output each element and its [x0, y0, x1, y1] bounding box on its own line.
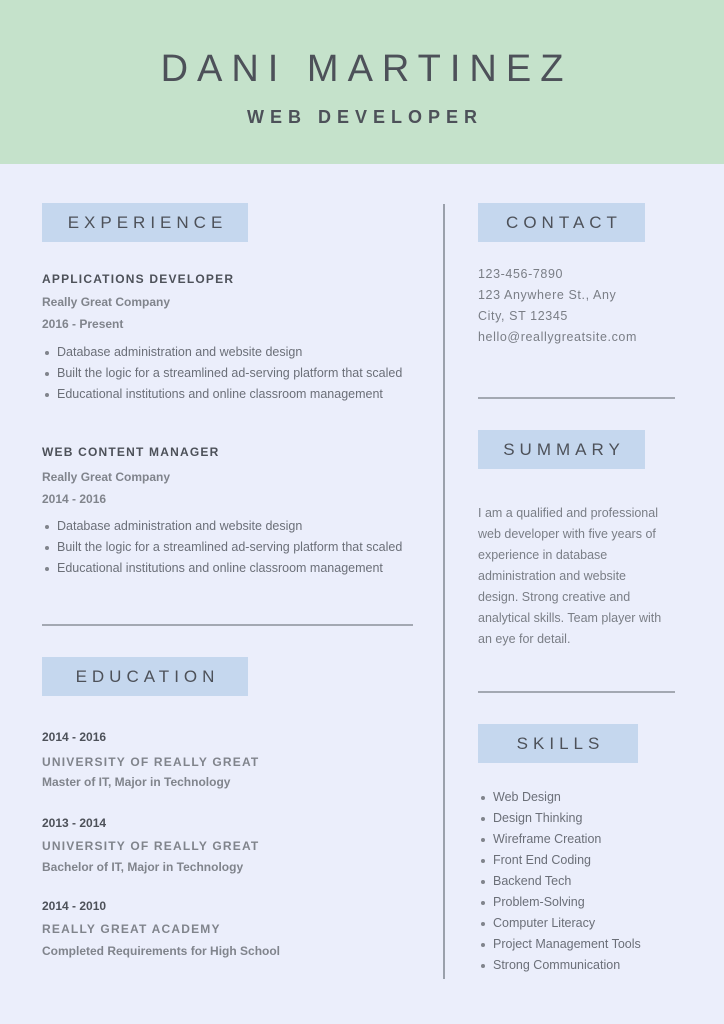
skill-item: Problem-Solving [478, 892, 641, 913]
job-bullets [42, 516, 402, 579]
candidate-role: WEB DEVELOPER [246, 107, 484, 127]
candidate-name: DANI MARTINEZ [160, 48, 573, 90]
skills-heading: SKILLS [478, 724, 638, 763]
skill-item: Computer Literacy [478, 913, 641, 934]
job-company: Really Great Company [42, 470, 171, 484]
contact-heading: CONTACT [478, 203, 645, 242]
contact-address-line1: 123 Anywhere St., Any [478, 288, 617, 302]
summary-heading: SUMMARY [478, 430, 645, 469]
list-item: Educational institutions and online classroom management [42, 558, 402, 579]
job-company: Really Great Company [42, 295, 171, 309]
job-title: WEB CONTENT MANAGER [42, 445, 220, 459]
header-banner [0, 0, 724, 164]
skill-item: Project Management Tools [478, 934, 641, 955]
skill-item: Strong Communication [478, 955, 641, 976]
column-divider [443, 204, 445, 979]
education-years: 2013 - 2014 [42, 816, 107, 830]
summary-text: I am a qualified and professional web developer with five years of experience in database administration and website design. Strong creative and analytical skills. Team player with an eye for detail. [478, 506, 662, 646]
job-dates: 2016 - Present [42, 317, 124, 331]
list-item: Built the logic for a streamlined ad-serving platform that scaled [42, 537, 402, 558]
education-degree: Master of IT, Major in Technology [42, 775, 231, 789]
summary-divider [478, 691, 675, 693]
contact-phone: 123-456-7890 [478, 267, 564, 281]
skills-list [478, 787, 641, 976]
list-item: Educational institutions and online classroom management [42, 384, 402, 405]
list-item: Built the logic for a streamlined ad-serving platform that scaled [42, 363, 402, 384]
contact-address-line2: City, ST 12345 [478, 309, 568, 323]
skill-item: Web Design [478, 787, 641, 808]
education-years: 2014 - 2010 [42, 899, 107, 913]
education-school: REALLY GREAT ACADEMY [42, 922, 221, 936]
list-item: Database administration and website design [42, 516, 402, 537]
skill-item: Front End Coding [478, 850, 641, 871]
education-degree: Bachelor of IT, Major in Technology [42, 860, 244, 874]
education-degree: Completed Requirements for High School [42, 944, 281, 958]
experience-divider [42, 624, 413, 626]
education-school: UNIVERSITY OF REALLY GREAT [42, 839, 260, 853]
skill-item: Backend Tech [478, 871, 641, 892]
education-school: UNIVERSITY OF REALLY GREAT [42, 755, 260, 769]
education-heading: EDUCATION [42, 657, 248, 696]
experience-heading: EXPERIENCE [42, 203, 248, 242]
list-item: Database administration and website design [42, 342, 402, 363]
contact-divider [478, 397, 675, 399]
skill-item: Design Thinking [478, 808, 641, 829]
skill-item: Wireframe Creation [478, 829, 641, 850]
job-dates: 2014 - 2016 [42, 492, 107, 506]
contact-email: hello@reallygreatsite.com [478, 330, 638, 344]
job-bullets [42, 342, 402, 405]
job-title: APPLICATIONS DEVELOPER [42, 272, 235, 286]
education-years: 2014 - 2016 [42, 730, 107, 744]
contact-block [478, 264, 678, 348]
